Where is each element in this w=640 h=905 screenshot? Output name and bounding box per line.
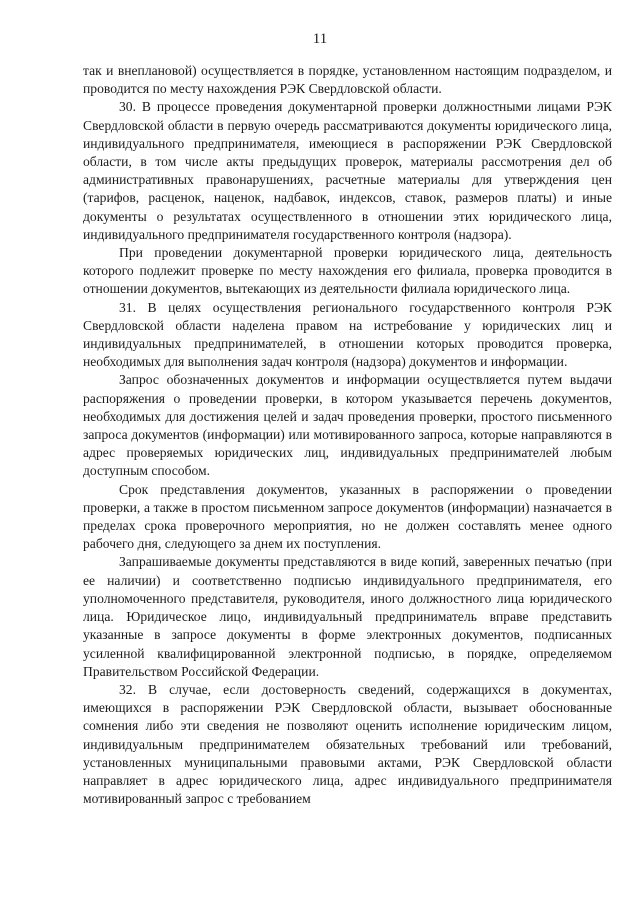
paragraph-item-32: 32. В случае, если достоверность сведений, содержащихся в документах, имеющихся в распоряжении РЭК Свердловской области, вызывает обоснованные сомнения либо эти сведения не позволяют оценить исполнение юридическим лицом, индивидуальным предпринимателем обязательных требований или требований, установленных муниципальными правовыми актами, РЭК Свердловской области направляет в адрес юридического лица, адрес индивидуального предпринимателя мотивированный запрос с требованием — [83, 681, 612, 807]
paragraph-item-30: 30. В процессе проведения документарной проверки должностными лицами РЭК Свердловской области в первую очередь рассматриваются документы юридического лица, индивидуального предпринимателя, имеющиеся в распоряжении РЭК Свердловской области, в том числе акты предыдущих проверок, материалы рассмотрения дел об административных правонарушениях, расчетные материалы для утверждения цен (тарифов, расценок, наценок, надбавок, индексов, ставок, размеров платы) и иные документы о результатах осуществленного в отношении этих юридического лица, индивидуального предпринимателя государственного контроля (надзора). — [83, 99, 612, 242]
paragraph-submission-deadline: Срок представления документов, указанных в распоряжении о проведении проверки, а также в простом письменном запросе документов (информации) назначается в пределах срока проверочного мероприятия, но не должен составлять менее одного рабочего дня, следующего за днем их поступления. — [83, 481, 612, 552]
paragraph-item-31: 31. В целях осуществления регионального государственного контроля РЭК Свердловской области наделена правом на истребование у юридических лиц и индивидуальных предпринимателей, в отношении которых проводится проверка, необходимых для выполнения задач контроля (надзора) документов и информации. — [83, 299, 612, 370]
paragraph-document-copies: Запрашиваемые документы представляются в виде копий, заверенных печатью (при ее наличии) и соответственно подписью индивидуального предпринимателя, его уполномоченного представителя, руководителя, иного должностного лица юридического лица. Юридическое лицо, индивидуальный предприниматель вправе представить указанные в запросе документы в форме электронных документов, подписанных усиленной квалифицированной электронной подписью, в порядке, определяемом Правительством Российской Федерации. — [83, 554, 612, 679]
paragraph-continuation: так и внеплановой) осуществляется в порядке, установленном настоящим подразделом, и проводится по месту нахождения РЭК Свердловской области. — [83, 63, 612, 97]
paragraph-branch-inspection: При проведении документарной проверки юридического лица, деятельность которого подлежит проверке по месту нахождения его филиала, проверка проводится в отношении документов, вытекающих из деятельности филиала юридического лица. — [83, 245, 612, 297]
document-body — [83, 62, 612, 808]
paragraph-document-request: Запрос обозначенных документов и информации осуществляется путем выдачи распоряжения о проведении проверки, в котором указывается перечень документов, необходимых для достижения целей и задач проведения проверки, простого письменного запроса документов (информации) или мотивированного запроса, которые направляются в адрес проверяемых юридических лиц, индивидуальных предпринимателей любым доступным способом. — [83, 372, 612, 479]
page-number: 11 — [312, 31, 328, 47]
